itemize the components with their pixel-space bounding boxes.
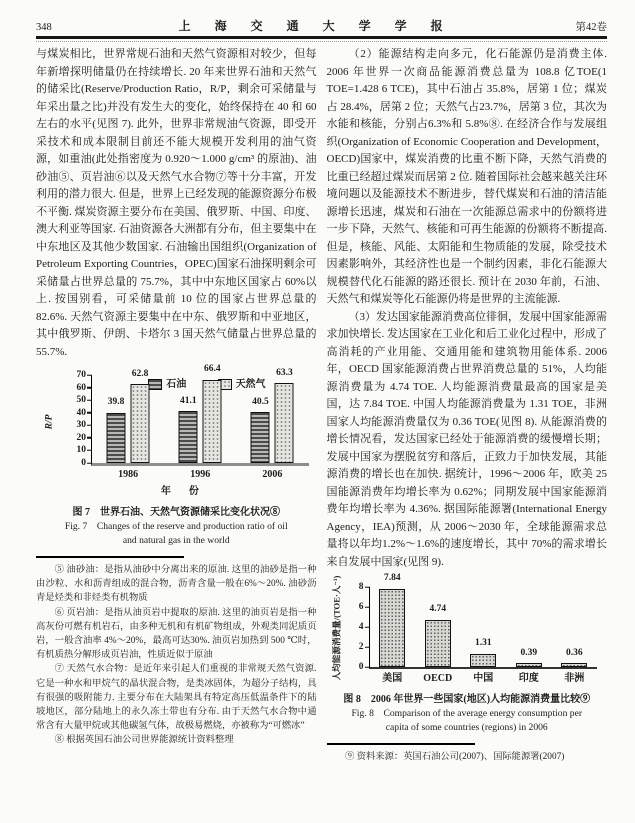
two-column-body bbox=[36, 46, 607, 764]
y-axis-tick bbox=[87, 425, 92, 427]
bar bbox=[251, 396, 270, 463]
bar-value-label: 1.31 bbox=[474, 638, 492, 649]
x-axis-tick-label: 非洲 bbox=[564, 673, 585, 684]
header-rule bbox=[36, 36, 607, 39]
footnote-6-shale-oil: ⑥ 页岩油：是指从油页岩中提取的原油. 这里的油页岩是指一种高灰份可燃有机岩石，由多种无机和有机矿物组成，外观类同泥质页岩，一般含油率 4%～20%，最高可达30%. 油页岩加热到 500 ℃时，有机质热分解形成页岩油，性质近似于原油 bbox=[36, 607, 317, 661]
bar bbox=[179, 395, 198, 463]
volume-number: 第42卷 bbox=[575, 22, 607, 33]
figure7-bar-chart bbox=[36, 366, 317, 500]
y-axis-tick-label: 6 bbox=[358, 602, 364, 612]
body-paragraph-developed-countries: （3）发达国家能源消费高位徘徊，发展中国家能源需求加快增长. 发达国家在工业化和后工业化过程中，形成了高消耗的产业用能、交通用能和建筑物用能体系. 2006 年，OECD 国家能源消费占世界消费总量的 51%，人均能源消费量为 4.74 TOE. 人均能源消费量最高的国家是美国，达 7.84 TOE. 中国人均能源消费量为 1.31 TOE，非洲国家人均能源消费量仅为 0.36 TOE(见图 8). 从能源消费的增长情况看，发达国家已经处于能源消费的缓慢增长期；发展中国家为摆脱贫穷和落后，正致力于加快发展，其能源消费的增长也在加快. 据统计，1996～2006 年，欧美 25 国能源消费年均增长率为 0.62%；同期发展中国家能源消费年均增长率为 4.36%. 据国际能源署(International Energy Agency，IEA)预测，从 2006～2030 年，全球能源需求总量将以年均1.2%～1.6%的速度增长，其中 70%的需求增长来自发展中国家(见图 9). bbox=[326, 310, 607, 568]
y-axis-tick bbox=[365, 666, 370, 668]
figure7-caption-chinese: 图 7 世界石油、天然气资源储采比变化状况⑧ bbox=[72, 507, 280, 518]
y-axis-tick bbox=[365, 586, 370, 588]
figure8-y-axis-label: 人均能源消费量/(TOE·人⁻¹) bbox=[330, 575, 341, 681]
y-axis-tick-label: 0 bbox=[81, 458, 86, 468]
footnote-separator-right bbox=[327, 743, 475, 745]
bar-value-label: 4.74 bbox=[429, 604, 447, 615]
x-axis-tick-label: 2006 bbox=[262, 469, 283, 480]
y-axis-tick bbox=[365, 646, 370, 648]
bar-group bbox=[251, 367, 294, 463]
y-axis-tick bbox=[87, 462, 92, 464]
x-axis-tick-label: 中国 bbox=[473, 673, 494, 684]
figure8-caption-english-line2: capita of some countries (regions) in 2006 bbox=[385, 721, 548, 733]
y-axis-tick bbox=[87, 450, 92, 452]
journal-title: 上 海 交 通 大 学 学 报 bbox=[178, 19, 449, 33]
bar-value-label: 0.36 bbox=[565, 647, 583, 658]
y-axis-tick bbox=[87, 412, 92, 414]
body-paragraph-oil-gas-reserves: 与煤炭相比，世界常规石油和天然气资源相对较少，但每年新增探明储量仍在持续增长. 20 年来世界石油和天然气的储采比(Reserve/Production Ratio，R/P，剩余可采储量与年采出量之比)并没有发生大的变化，始终保持在 40 和 60 左右的水平(见图 7). 此外，世界非常规油气资源，即受开采技术和成本限制目前还不能大规模开发利用的油气资源，如重油(此处指密度为 0.920～1.000 g/cm³ 的原油)、油砂油⑤、页岩油⑥以及天然气水合物⑦等十分丰富，开发利用的潜力很大. 但是，世界上已经发现的能源资源分布极不平衡. 煤炭资源主要分布在美国、俄罗斯、中国、印度、澳大利亚等国家. 石油资源各大洲都有分布，但主要集中在中东地区及其他少数国家. 石油输出国组织(Organization of Petroleum Exporting Countries，OPEC)国家石油探明剩余可采储量占世界总量的 75.7%，其中中东地区国家占 60%以上. 按国别看，可采储量前 10 位的国家占世界总量的 82.6%. 天然气资源主要集中在中东、俄罗斯和中亚地区，其中俄罗斯、伊朗、卡塔尔 3 国天然气储量占世界总量的 55.7%. bbox=[36, 48, 317, 358]
bar-value-label: 62.8 bbox=[131, 368, 149, 379]
x-axis-tick-label: 美国 bbox=[382, 673, 403, 684]
figure8-bar-chart bbox=[327, 573, 608, 687]
body-paragraph-energy-structure: （2）能源结构走向多元，化石能源仍是消费主体. 2006 年世界一次商品能源消费总量为 108.8 亿TOE(1 TOE=1.428 6 TCE)，其中石油占 35.8%，居第 1 位；煤炭占 28.4%，居第 2 位；天然气占23.7%，居第 3 位，其次为水能和核能，分别占6.3%和 5.8%⑧. 在经济合作与发展组织(Organization of Economic Cooperation and Development，OECD)国家中，煤炭消费的比重不断下降，天然气消费的比重已经超过煤炭而居第 2 位. 随着国际社会越来越关注环境问题以及能源技术不断进步，替代煤炭和石油的清洁能源增长迅速，煤炭和石油在一次能源总需求中的份额将进一步下降，天然气、核能和可再生能源的份额将不断提高. 但是，核能、风能、太阳能和生物质能的发展，除受技术因素影响外，其经济性也是一个制约因素，非化石能源大规模替代化石能源的路还很长. 预计在 2030 年前，石油、天然气和煤炭等化石能源仍将是世界的主流能源. bbox=[326, 48, 607, 305]
bar-group bbox=[379, 573, 405, 667]
y-axis-tick-label: 40 bbox=[76, 407, 86, 418]
y-axis-tick-label: 60 bbox=[76, 382, 86, 393]
y-axis-tick-label: 8 bbox=[358, 582, 364, 592]
bar bbox=[470, 638, 496, 667]
figure8-caption-english-line1: Fig. 8 Comparison of the average energy consumption per bbox=[351, 708, 583, 719]
y-axis-tick-label: 20 bbox=[76, 432, 86, 443]
y-axis-tick-label: 70 bbox=[76, 370, 86, 380]
figure-7 bbox=[36, 366, 317, 547]
bar bbox=[107, 397, 126, 463]
x-axis-tick-label: OECD bbox=[423, 673, 453, 684]
bar-value-label: 7.84 bbox=[383, 573, 401, 584]
right-column bbox=[327, 46, 608, 764]
bar bbox=[131, 368, 150, 463]
legend-swatch-oil bbox=[148, 379, 162, 390]
bar bbox=[275, 367, 294, 463]
bar-value-label: 41.1 bbox=[179, 395, 197, 406]
footnote-7-gas-hydrate: ⑦ 天然气水合物：是近年来引起人们重视的非常规天然气资源. 它是一种水和甲烷气的晶状混合物，是类冰固体，为超分子结构，具有很强的吸附能力. 主要分布在大陆架具有特定高压低温条件下的陆坡地区，部分陆地上的永久冻土带也有分布. 由于天然气水合物中通常含有大量甲烷或其他碳氢气体，故极易燃烧，亦被称为“可燃冰” bbox=[36, 664, 317, 732]
bar-value-label: 0.39 bbox=[520, 647, 538, 658]
bar bbox=[379, 573, 405, 667]
figure7-caption-english-line1: Fig. 7 Changes of the reserve and production ratio of oil bbox=[64, 521, 288, 532]
footnote-8-bp-source: ⑧ 根据英国石油公司世界能源统计资料整理 bbox=[54, 735, 234, 746]
page-header bbox=[36, 17, 607, 34]
figure7-plot-area bbox=[76, 364, 309, 480]
y-axis-tick bbox=[87, 387, 92, 389]
x-axis-tick-label: 印度 bbox=[518, 673, 539, 684]
figure7-x-axis-label: 年 份 bbox=[160, 485, 203, 497]
figure-8 bbox=[327, 573, 608, 734]
bar-value-label: 66.4 bbox=[203, 364, 221, 375]
legend-label-oil: 石油 bbox=[166, 379, 187, 390]
x-axis-tick-label: 1996 bbox=[190, 469, 211, 480]
y-axis-tick bbox=[365, 626, 370, 628]
page-number: 348 bbox=[36, 22, 52, 33]
y-axis-tick-label: 10 bbox=[76, 445, 86, 456]
figure8-caption-chinese: 图 8 2006 年世界一些国家(地区)人均能源消费量比较⑨ bbox=[343, 694, 591, 705]
footnote-5-oil-sand: ⑤ 油砂油：是指从油砂中分离出来的原油. 这里的油砂是指一种由沙粒、水和沥青组成的混合物，沥青含量一般在6%～20%. 油砂沥青是烃类和非烃类有机物质 bbox=[36, 565, 317, 604]
bar-group bbox=[470, 587, 496, 667]
footnotes-right bbox=[327, 750, 608, 764]
bar-group bbox=[561, 587, 587, 667]
bar bbox=[516, 647, 542, 667]
bar-group bbox=[425, 587, 451, 667]
y-axis-tick bbox=[87, 399, 92, 401]
left-column bbox=[36, 46, 317, 764]
header-rule-dotted bbox=[36, 41, 607, 42]
bar-group bbox=[179, 364, 222, 463]
y-axis-tick bbox=[87, 374, 92, 376]
y-axis-tick-label: 2 bbox=[358, 642, 364, 652]
y-axis-tick-label: 4 bbox=[358, 622, 364, 632]
y-axis-tick bbox=[87, 437, 92, 439]
footnote-separator-left bbox=[36, 556, 184, 558]
y-axis-tick-label: 50 bbox=[76, 395, 86, 406]
figure7-y-axis-label: R/P bbox=[44, 414, 55, 430]
bar-value-label: 39.8 bbox=[107, 397, 125, 408]
figure8-plot-area bbox=[358, 573, 598, 684]
footnote-9-data-source: ⑨ 资料来源：英国石油公司(2007)、国际能源署(2007) bbox=[345, 752, 565, 762]
bar-group bbox=[107, 368, 150, 463]
x-axis-tick-label: 1986 bbox=[118, 469, 139, 480]
bar-value-label: 40.5 bbox=[252, 396, 269, 407]
bar bbox=[425, 604, 451, 667]
bar-group bbox=[516, 587, 542, 667]
bar bbox=[561, 647, 587, 667]
footnotes-left bbox=[36, 563, 317, 748]
y-axis-tick bbox=[365, 606, 370, 608]
bar-value-label: 63.3 bbox=[276, 367, 293, 378]
figure7-caption-english-line2: and natural gas in the world bbox=[122, 534, 230, 546]
legend-label-gas: 天然气 bbox=[235, 379, 266, 390]
bar bbox=[203, 364, 222, 463]
y-axis-tick-label: 30 bbox=[76, 420, 86, 431]
y-axis-tick-label: 0 bbox=[358, 662, 364, 672]
